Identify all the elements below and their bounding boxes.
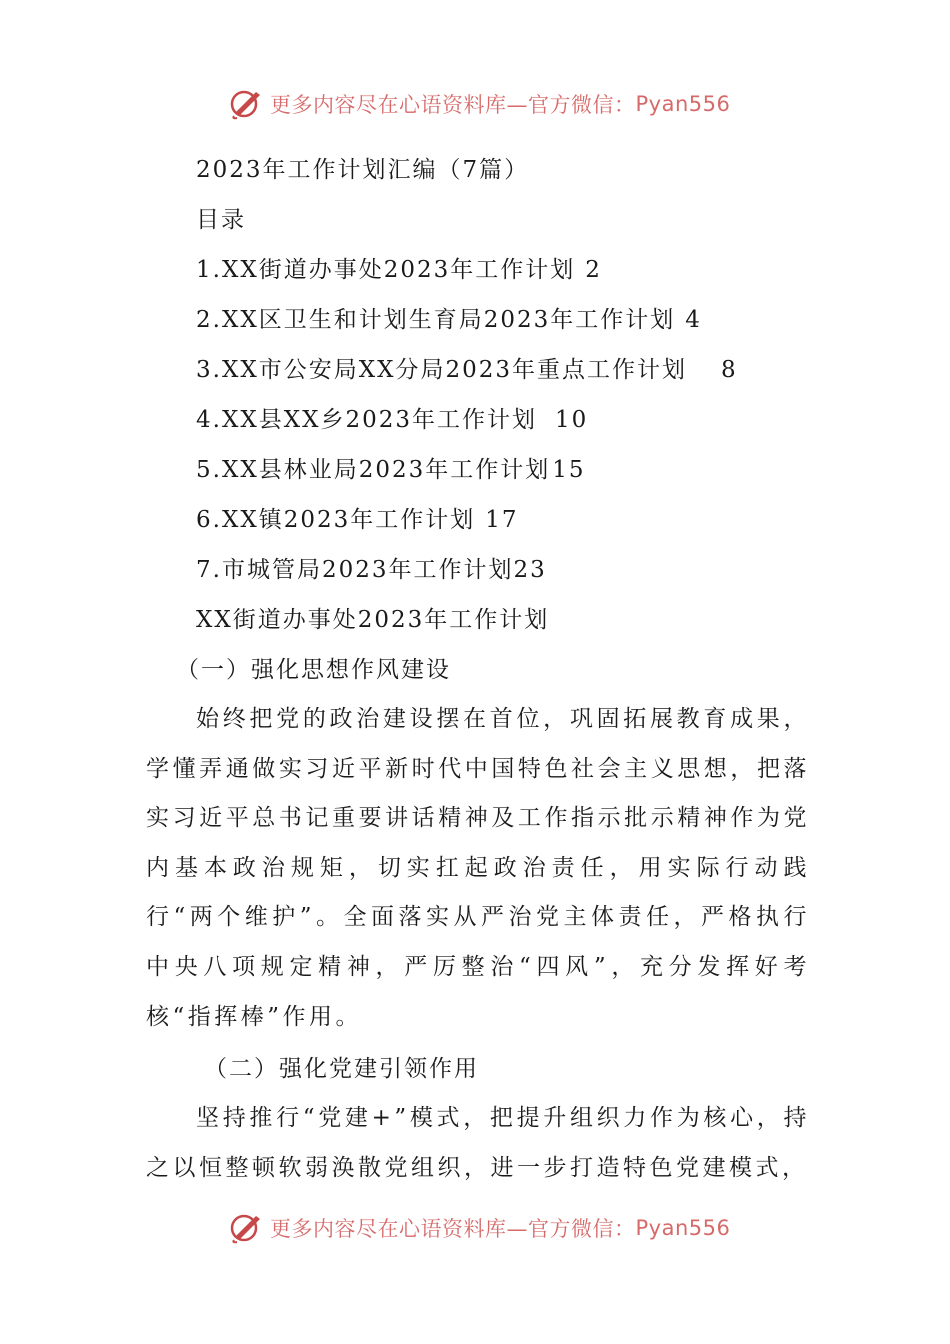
toc-item[interactable] bbox=[196, 505, 519, 535]
toc-item-page: 10 bbox=[554, 407, 589, 433]
toc-item[interactable] bbox=[196, 355, 738, 385]
toc-item-page: 8 bbox=[720, 357, 738, 383]
watermark-banner-bottom bbox=[228, 1208, 730, 1248]
section-title: XX街道办事处2023年工作计划 bbox=[196, 607, 550, 633]
section-paragraph: 始终把党的政治建设摆在首位，巩固拓展教育成果，学懂弄通做实习近平新时代中国特色社会主义思想，把落实习近平总书记重要讲话精神及工作指示批示精神作为党内基本政治规矩，切实扛起政治责任，用实际行动践行“两个维护”。全面落实从严治党主体责任，严格执行中央八项规定精神，严厉整治“四风”，充分发挥好考核“指挥棒”作用。 bbox=[146, 706, 810, 1030]
toc-item-label: 2.XX区卫生和计划生育局2023年工作计划 bbox=[196, 307, 676, 333]
watermark-text: 更多内容尽在心语资料库—官方微信： bbox=[270, 1217, 636, 1241]
toc-item-label: 1.XX街道办事处2023年工作计划 bbox=[196, 257, 576, 283]
toc-item-page: 17 bbox=[485, 507, 519, 533]
toc-item[interactable] bbox=[196, 405, 588, 435]
toc-item-page: 4 bbox=[685, 307, 702, 333]
toc-heading: 目录 bbox=[196, 207, 246, 233]
toc-item-label: 6.XX镇2023年工作计划 bbox=[196, 507, 476, 533]
toc-item[interactable] bbox=[196, 555, 547, 585]
section-heading: （二）强化党建引领作用 bbox=[204, 1056, 479, 1082]
watermark-banner-top bbox=[228, 84, 730, 124]
toc-item-page: 2 bbox=[585, 257, 602, 283]
toc-item-page: 23 bbox=[513, 557, 547, 583]
toc-item[interactable] bbox=[196, 455, 586, 485]
toc-item-label: 3.XX市公安局XX分局2023年重点工作计划 bbox=[196, 357, 687, 383]
document-title: 2023年工作计划汇编（7篇） bbox=[196, 157, 530, 183]
toc-item[interactable] bbox=[196, 305, 702, 335]
watermark-wechat-id: Pyan556 bbox=[635, 92, 731, 116]
pen-logo-icon bbox=[228, 86, 264, 122]
toc-item-label: 7.市城管局2023年工作计划 bbox=[196, 557, 514, 583]
watermark-wechat-id: Pyan556 bbox=[635, 1216, 731, 1240]
toc-item-label: 5.XX县林业局2023年工作计划 bbox=[196, 457, 551, 483]
section-paragraph: 坚持推行“党建+”模式，把提升组织力作为核心，持之以恒整顿软弱涣散党组织，进一步打造特色党建模式， bbox=[146, 1105, 810, 1181]
section-heading: （一）强化思想作风建设 bbox=[176, 657, 451, 683]
watermark-text: 更多内容尽在心语资料库—官方微信： bbox=[270, 93, 636, 117]
pen-logo-icon bbox=[228, 1210, 264, 1246]
toc-item-page: 15 bbox=[552, 457, 586, 483]
toc-item-label: 4.XX县XX乡2023年工作计划 bbox=[196, 407, 537, 433]
toc-item[interactable] bbox=[196, 255, 602, 285]
